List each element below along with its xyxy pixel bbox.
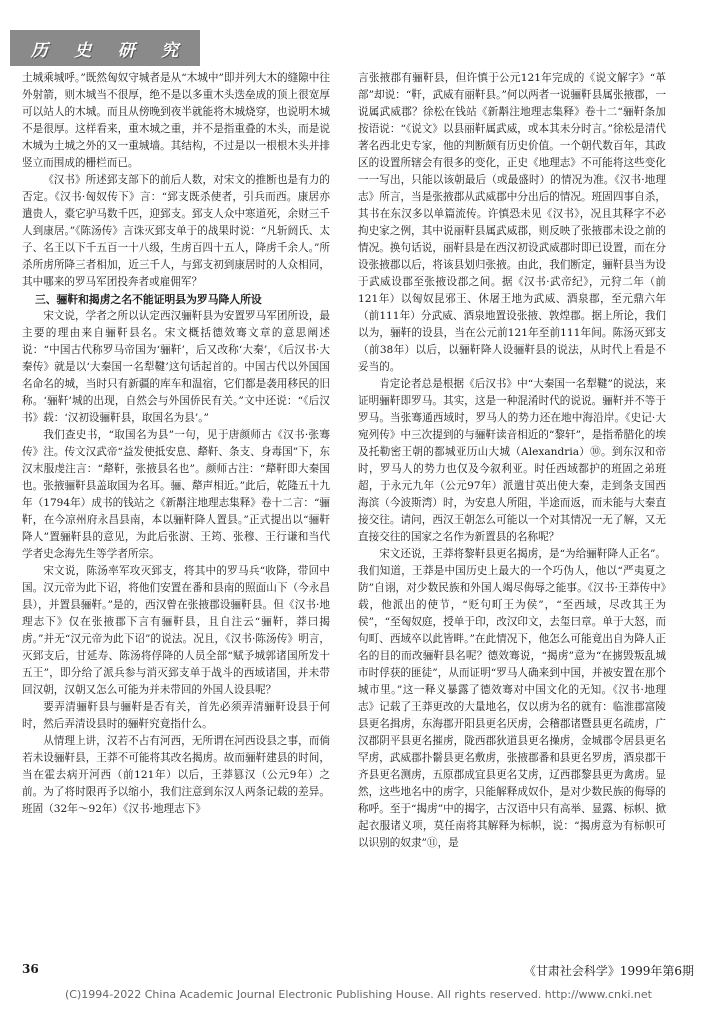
paragraph: 《汉书》所述郅支部下的前后人数，对宋文的推断也是有力的否定。《汉书·匈奴传下》言：“郅支既杀使者，引兵而西。康居亦遣贵人，橐它驴马数千匹，迎郅支。郅支人众中寒道死，余财三千人到康居。”《陈汤传》言诛灭郅支单于的战果时说：“凡斩阏氏、太子、名王以下千五百一十八级，生虏百四十五人，降虏千余人。”所杀所虏所降三者相加，近三千人，与郅支初到康居时的人众相同，其中哪来的罗马军团投奔者或雇佣军？ bbox=[22, 174, 330, 288]
right-column bbox=[358, 70, 666, 950]
paragraph: 宋文还说，王莽将黎靬县更名揭虏，是“为给骊靬降人正名”。我们知道，王莽是中国历史上最大的一个巧伪人，他以“严夷夏之防”自诩，对少数民族和外国人竭尽侮辱之能事。《汉书·王莽传中》载，他派出的使节，“贬句町王为侯”，“至西域，尽改其王为侯”，“至匈奴庭，授单于印，改汉印文，去玺曰章。单于大怒，而句町、西域卒以此皆畔。”在此情况下，他怎么可能竟出自为降人正名的目的而改骊靬县名呢？德效骞说，“揭虏”意为“在掳毁叛乱城市时俘获的匪徒”，从而证明“罗马人确来到中国，并被安置在那个城市里。”这一释义暴露了德效骞对中国文化的无知。《汉书·地理志》记载了王莽更改的大量地名，仅以虏为名的就有：临淮郡富陵县更名揖虏，东海郡开阳县更名厌虏，会稽郡诸暨县更名疏虏，广汉郡阴平县更名摧虏，陇西郡狄道县更名操虏，金城郡令居县更名罕虏，武威郡扑鬋县更名敷虏，张掖郡番和县更名罗虏，酒泉郡干齐县更名测虏，五原郡成宜县更名艾虏，辽西郡黎县更为禽虏。显然，这些地名中的虏字，只能解释成奴仆，是对少数民族的侮辱的称呼。至于“揭虏”中的揭字，古汉语中只有高举、显露、标帜、掀起衣服诸义项，莫任南将其解释为标帜，说：“揭虏意为有标帜可以识别的奴隶”⑪，是 bbox=[358, 548, 666, 849]
banner-char: 史 bbox=[74, 40, 93, 61]
section-heading: 三、骊靬和揭虏之名不能证明县为罗马降人所设 bbox=[34, 293, 262, 306]
copyright-notice: (C)1994-2022 China Academic Journal Electronic Publishing House. All rights reserved. http://www.cnki.net bbox=[65, 988, 652, 1001]
paragraph: 言张掖郡有骊靬县，但许慎于公元121年完成的《说文解字》“革部”却说：“靬，武威有丽靬县。”何以两者一说骊靬县属张掖郡，一说属武威郡？徐松在钱站《新斠注地理志集释》卷十二“骊靬条加按语说：“《说文》以县丽靬属武威，或本其未分时言。”徐松是清代著名西北史专家，他的判断颇有历史价值。一个朝代数百年，其政区的设置所辖会有很多的变化，正史《地理志》不可能将这些变化一一写出，只能以该朝最后（或最盛时）的情况为准。《汉书·地理志》所言，当是张掖郡从武威郡中分出后的情况。班固四事自杀，其书在东汉多以单篇流传。许慎恐未见《汉书》，况且其释字不必拘史家之例，其中说丽靬县属武威郡，则反映了张掖郡未设之前的情况。换句话说，丽靬县是在西汉初设武威郡时即已设置，而在分设张掖郡以后，将该县划归张掖。由此，我们断定，骊靬县当为设于武威设郡至张掖设郡之间。据《汉书·武帝纪》，元狩二年（前121年）以匈奴昆邪王、休屠王地为武威、酒泉郡，至元鼎六年（前111年）分武威、酒泉地置设张掖、敦煌郡。据上所论，我们以为，骊靬的设县，当在公元前121年至前111年间。陈汤灭郅支（前38年）以后，以骊靬降人设骊靬县的说法，从时代上看是不妥当的。 bbox=[358, 72, 666, 373]
paragraph: 肯定论者总是根据《后汉书》中“大秦国一名犁鞬”的说法，来证明骊靬即罗马。其实，这是一种混淆时代的说说。骊靬并不等于罗马。当张骞通西域时，罗马人的势力还在地中海沿岸。《史记·大宛列传》中三次提到的与骊靬读音相近的“黎轩”，是指希腊化的埃及托勒密王朝的都城亚历山大城（Alexandria）⑩。到东汉和帝时，罗马人的势力也仅及今叙利亚。时任西域都护的班固之弟班超，于永元九年（公元97年）派遣甘英出使大秦，走到条支国西海滨（今波斯湾）时，为安息人所阻，半途而返，而未能与大秦直接交往。请问，西汉王朝怎么可能以一个对其情况一无了解，又无直接交往的国家之名作为新置县的名称呢？ bbox=[358, 378, 666, 543]
section-banner bbox=[10, 30, 200, 66]
paragraph: 宋文说，学者之所以认定西汉骊靬县为安置罗马军团所设，最主要的理由来自骊靬县名。宋文概括德效骞文章的意思阐述说：“中国古代称罗马帝国为‘骊靬’，后又改称‘大秦’，《后汉书·大秦传》就是以‘大秦国一名犁鞬’这句话起首的。中国古代以外国国名命名的城，当时只有新疆的库车和温宿，它们都是袭用移民的旧称。‘骊靬’城的出现，自然会与外国侨民有关。”文中还说：“《后汉书》载：‘汉初设骊靬县，取国名为县’。” bbox=[22, 310, 330, 424]
paragraph: 要弄清骊靬县与骊靬是否有关，首先必须弄清骊靬设县于何时，然后弄清设县时的骊靬究竟指什么。 bbox=[22, 701, 330, 730]
page-number: 36 bbox=[22, 962, 39, 976]
paragraph: 宋文说，陈汤率军攻灭郅支，将其中的罗马兵“收降，带回中国。汉元帝为此下诏，将他们安置在番和县南的照面山下（今永昌县），并置县骊靬。”是的，西汉曾在张掖郡设骊靬县。但《汉书·地理志下》仅在张掖郡下言有骊靬县，且自注云“骊靬，莽曰揭虏。”并无“汉元帝为此下诏”的说法。况且，《汉书·陈汤传》明言，灭郅支后，甘延寿、陈汤将俘降的人员全部“赋予城郭诸国所发十五王”，即分给了派兵参与消灭郅支单于战斗的西域诸国，并未带回汉朝，汉朝又怎么可能为并未带回的外国人设县呢？ bbox=[22, 565, 330, 696]
paragraph: 我们查史书，“取国名为县”一句，见于唐颜师古《汉书·张骞传》注。传文汉武帝“益发使抵安息、犛靬、条支、身毒国”下，东汉末服虔注言：“犛靬，张掖县名也”。颜师古注：“犛靬即大秦国也。张掖骊靬县盖取国为名耳。骊、犛声相近。”此后，乾隆五十九年（1794年）成书的钱站之《新斠注地理志集释》卷十二言：“骊靬，在今凉州府永昌县南，本以骊靬降人置县。”正式提出以“骊靬降人”置骊靬县的意见，为此后张澍、王筠、张穆、王行谦和当代学者史念海先生等学者所宗。 bbox=[22, 429, 330, 560]
paragraph: 从情理上讲，汉若不占有河西，无所谓在河西设县之事，而倘若未设骊靬县，王莽不可能将其改名揭虏。故而骊靬建县的时间，当在霍去病开河西（前121年）以后，王莽篡汉（公元9年）之前。为了将时限再予以缩小，我们注意到东汉人两条记载的差异。班固（32年～92年）《汉书·地理志下》 bbox=[22, 735, 330, 815]
journal-citation: 《甘肃社会科学》1999年第6期 bbox=[523, 964, 694, 978]
left-column bbox=[22, 70, 330, 950]
banner-char: 研 bbox=[117, 40, 136, 61]
paragraph: 土城乘城呼。”既然匈奴守城者是从“木城中”即并列大木的缝隙中往外射箭，则木城当不很厚，绝不是以多重木头迭垒成的顶上很宽厚可以站人的木城。而且从傍晚到夜半就能将木城烧穿，也说明木城不是很厚。这样看来，重木城之重，并不是指重叠的木头，而是说木城为土城之外的又一重城墙。其结构，不过是以一根根木头并排竖立而围成的栅栏而已。 bbox=[22, 72, 330, 169]
banner-char: 究 bbox=[161, 40, 180, 61]
banner-char: 历 bbox=[30, 40, 49, 61]
